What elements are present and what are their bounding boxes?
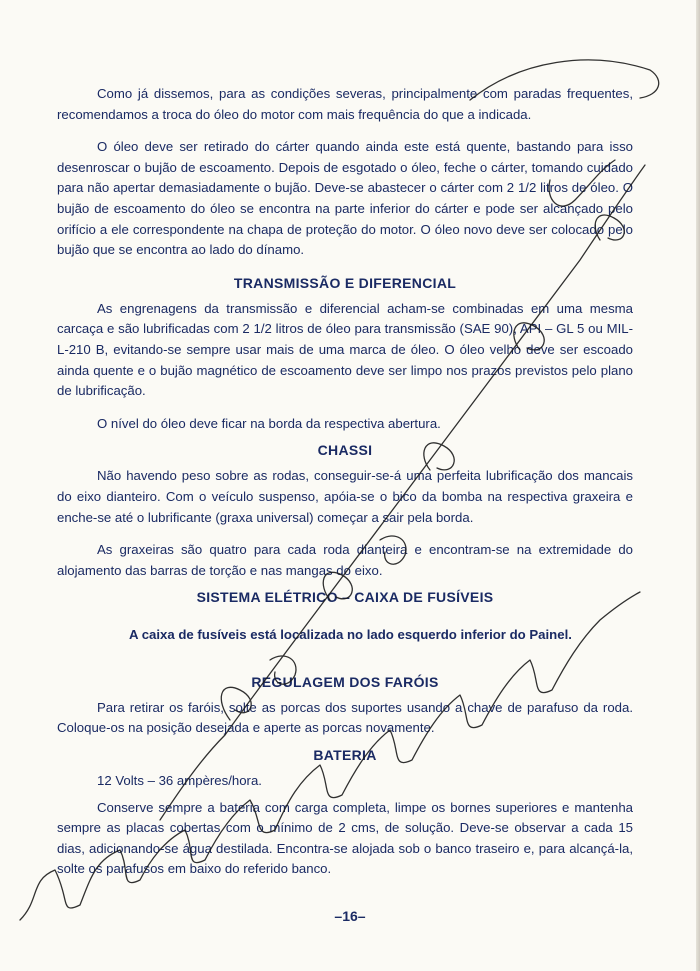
transmissao-paragraph-1: As engrenagens da transmissão e diferencial acham-se combinadas em uma mesma carcaça e são lubrificadas com 2 1/2 litros de óleo para transmissão (SAE 90), API – GL 5 ou MIL-L-210 B, evitando-se sempre usar mais de uma marca de óleo. O óleo velho deve ser escoado ainda quente e o bujão magnético de escoamento deve ser limpo nos prazos previstos pelo plano de lubrificação.: [57, 300, 633, 399]
page-edge: [696, 0, 700, 971]
sistema-paragraph-1: A caixa de fusíveis está localizada no lado esquerdo inferior do Painel.: [129, 627, 572, 643]
heading-transmissao: TRANSMISSÃO E DIFERENCIAL: [233, 274, 457, 291]
heading-chassi: CHASSI: [317, 442, 373, 459]
chassi-paragraph-1: Não havendo peso sobre as rodas, conseguir-se-á uma perfeita lubrificação dos mancais do eixo dianteiro. Com o veículo suspenso, apóia-se o bico da bomba na respectiva graxeira e enche-se até o lubrificante (graxa universal) começar a sair pela borda.: [57, 468, 633, 525]
chassi-paragraph-2: As graxeiras são quatro para cada roda dianteira e encontram-se na extremidade do alojamento das barras de torção e nas mangas do eixo.: [57, 542, 633, 578]
farois-paragraph-1: Para retirar os faróis, solte as porcas dos suportes usando a chave de parafuso da roda. Coloque-os na posição desejada e aperte as porcas novamente.: [57, 699, 633, 736]
heading-regulagem-farois: REGULAGEM DOS FARÓIS: [251, 673, 439, 690]
page-number: –16–: [334, 908, 366, 924]
heading-sistema-eletrico: SISTEMA ELÉTRICO – CAIXA DE FUSÍVEIS: [196, 589, 494, 606]
document-body: [57, 84, 633, 892]
transmissao-paragraph-2: O nível do óleo deve ficar na borda da respectiva abertura.: [97, 415, 441, 431]
intro-paragraph-1: Como já dissemos, para as condições severas, principalmente com paradas frequentes, recomendamos a troca do óleo do motor com mais frequência do que a indicada.: [57, 86, 633, 122]
bateria-paragraph-2: Conserve sempre a bateria com carga completa, limpe os bornes superiores e mantenha sempre as placas cobertas com o mínimo de 2 cms, de solução. Deve-se observar a cada 15 dias, adicionando-se água destilada. Encontra-se alojada sob o banco traseiro e, para alcançá-la, solte os parafusos em baixo do referido banco.: [57, 799, 633, 877]
heading-bateria: BATERIA: [313, 747, 377, 764]
intro-paragraph-2: O óleo deve ser retirado do cárter quando ainda este está quente, bastando para isso desenroscar o bujão de escoamento. Depois de esgotado o óleo, feche o cárter, tomando cuidado para não apertar demasiadamente o bujão. Deve-se abastecer o cárter com 2 1/2 litros de óleo. O bujão de escoamento do óleo se encontra na parte inferior do cárter e pode ser alcançado pelo orifício a ele correspondente na chapa de proteção do motor. O óleo novo deve ser colocado pelo bujão que se encontra ao lado do dínamo.: [57, 139, 633, 258]
bateria-paragraph-1: 12 Volts – 36 ampères/hora.: [97, 773, 262, 789]
